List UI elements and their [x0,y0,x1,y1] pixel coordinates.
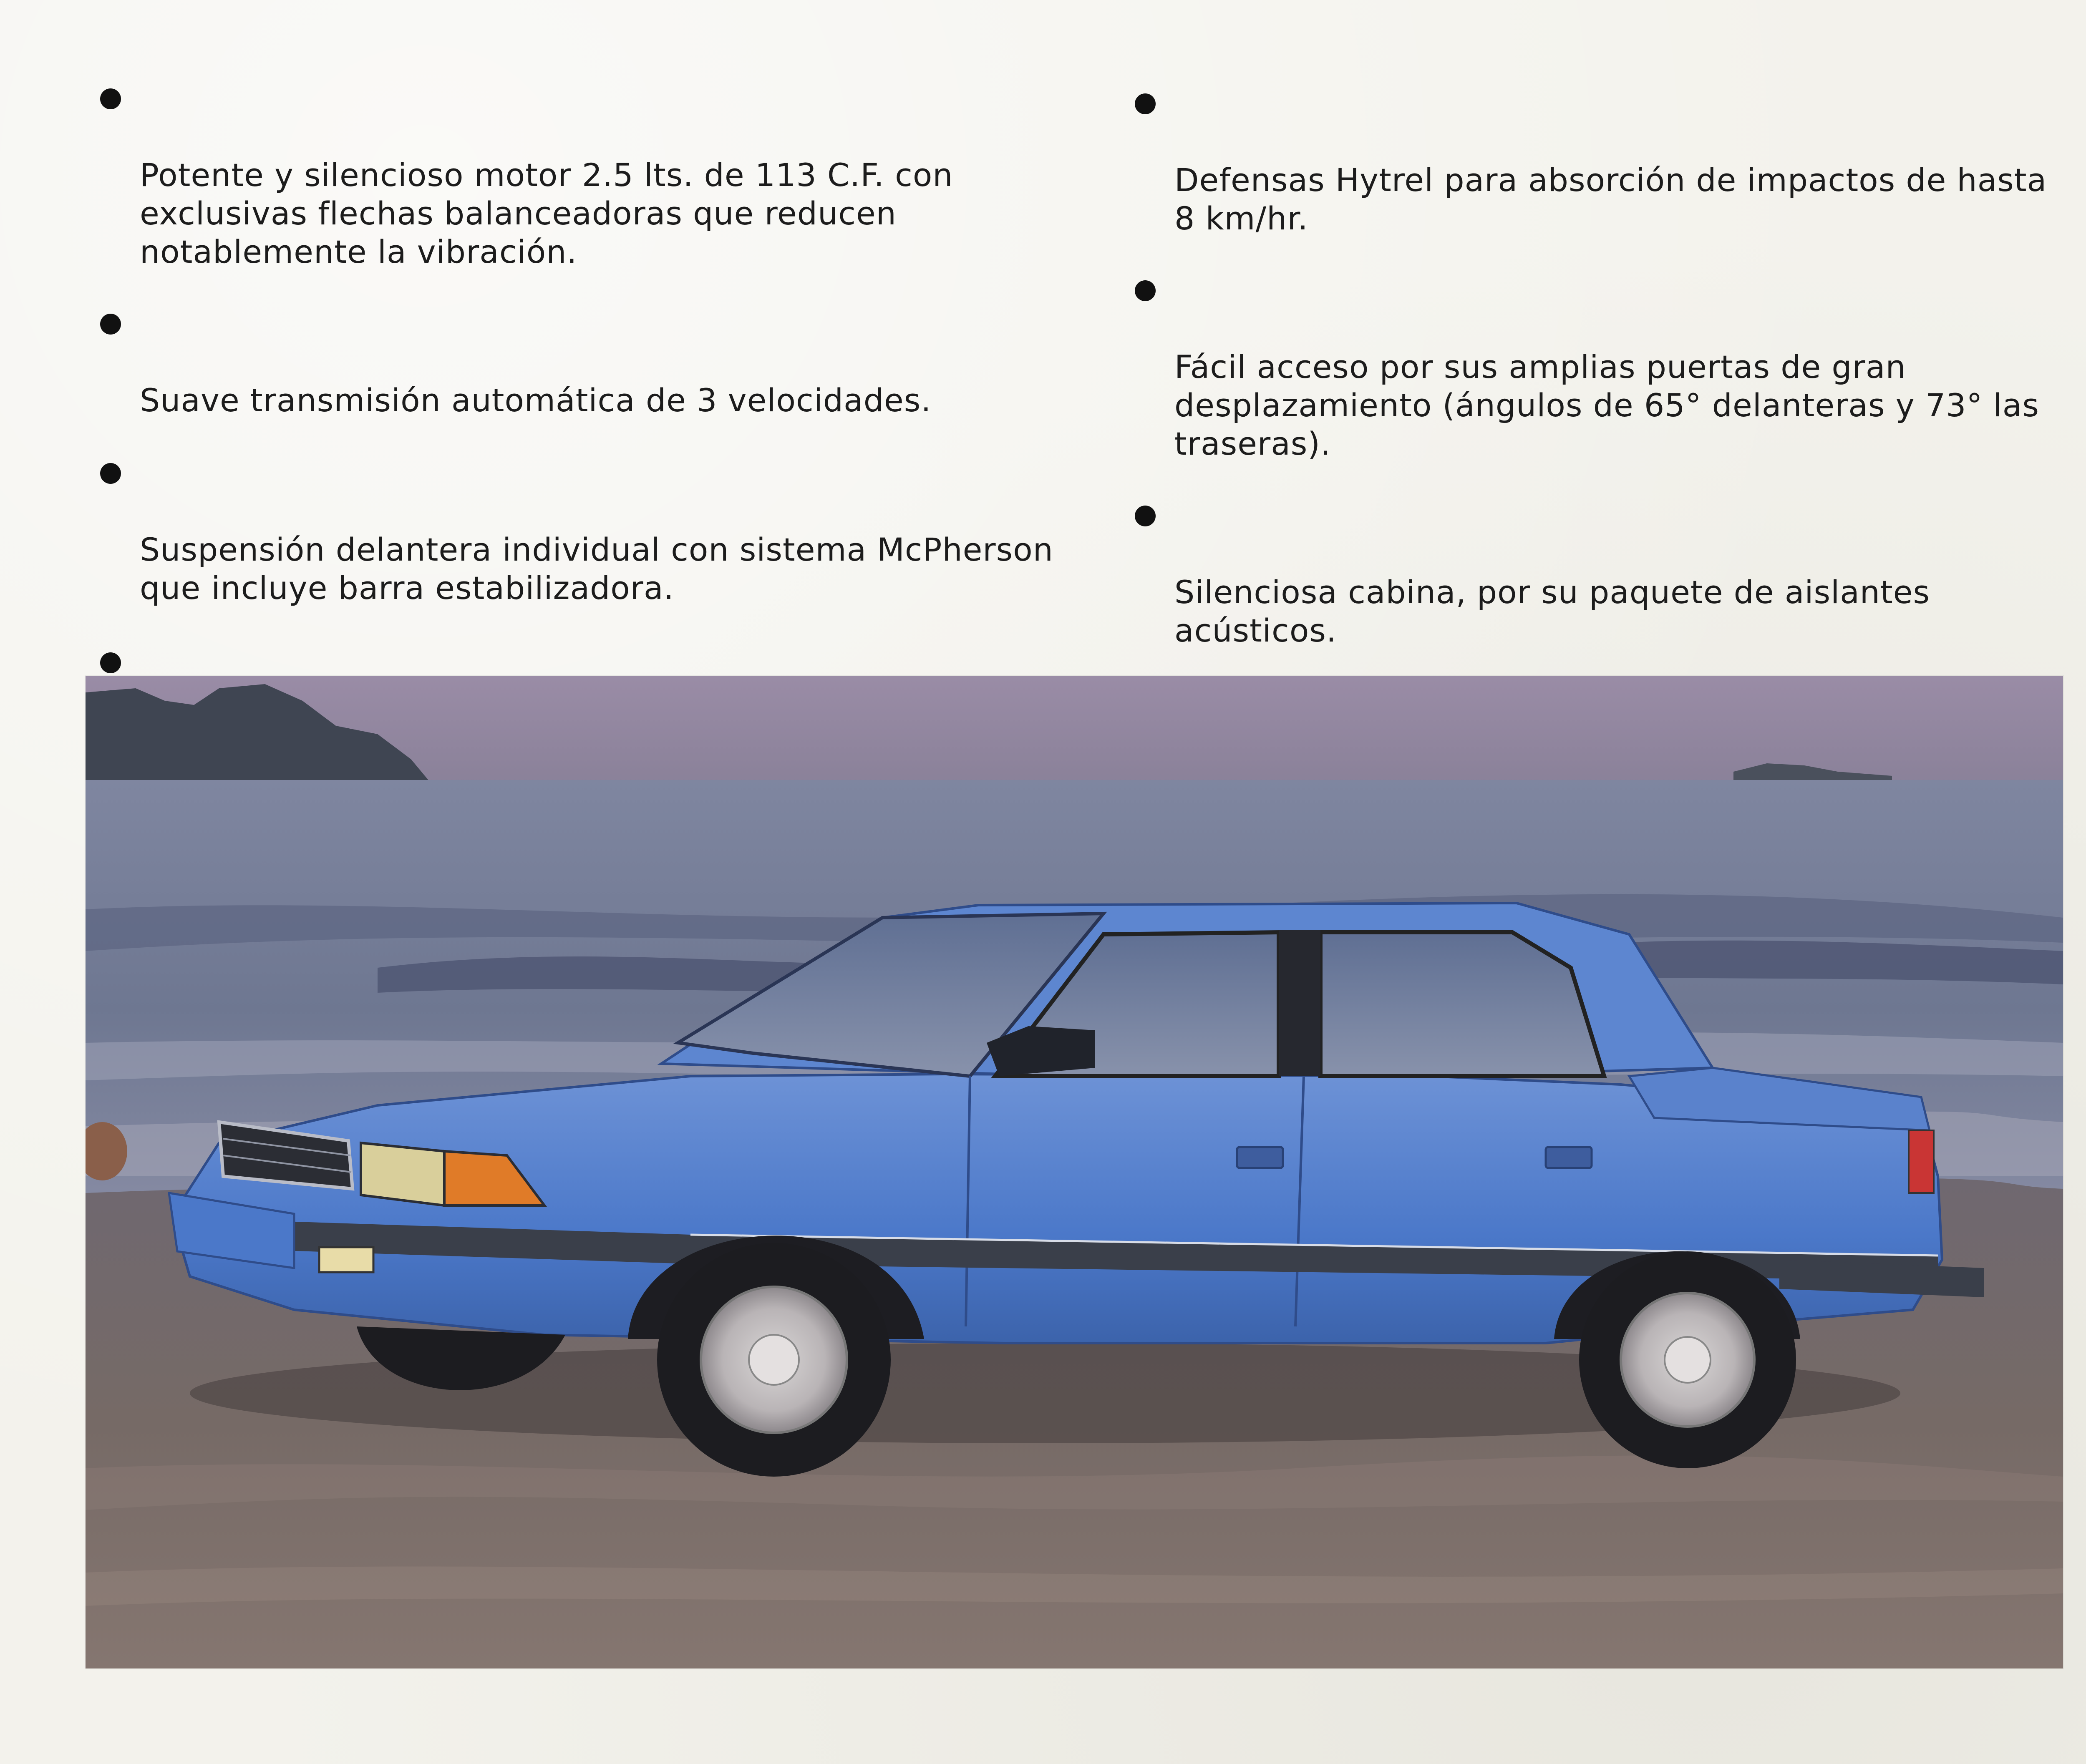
feature-item [100,454,1072,607]
headlight [361,1143,444,1205]
feature-item [1135,271,2086,463]
bullet-icon [1135,506,1156,526]
b-pillar [1279,930,1320,1076]
front-wheel [657,1243,891,1477]
fog-lamp [319,1247,373,1272]
bullet-icon [100,88,121,109]
tail-light [1909,1130,1934,1193]
bullet-icon [100,314,121,335]
rear-door-handle [1546,1147,1592,1168]
feature-item [100,304,1072,420]
bullet-icon [100,463,121,484]
bullet-icon [100,652,121,673]
bullet-icon [1135,93,1156,114]
car-on-beach-illustration [86,676,2063,1668]
feature-item [100,79,1072,271]
front-door-handle [1237,1147,1283,1168]
feature-item [1135,84,2086,238]
feature-text: Fácil acceso por sus amplias puertas de gran desplazamiento (ángulos de 65° delanteras y 73° las traseras). [1174,348,2039,462]
feature-text: Suspensión delantera individual con sistema McPherson que incluye barra estabilizadora. [140,531,1053,606]
bullet-icon [1135,280,1156,301]
car-photo [86,676,2063,1668]
feature-text: Suave transmisión automática de 3 velocidades. [140,382,932,419]
feature-text: Silenciosa cabina, por su paquete de aislantes acústicos. [1174,574,1930,649]
feature-item [1135,496,2086,650]
feature-text: Defensas Hytrel para absorción de impactos de hasta 8 km/hr. [1174,161,2047,237]
feature-text: Potente y silencioso motor 2.5 lts. de 113 C.F. con exclusivas flechas balanceadoras que reducen notablemente la vibración. [140,156,953,270]
rear-wheel [1579,1251,1796,1468]
